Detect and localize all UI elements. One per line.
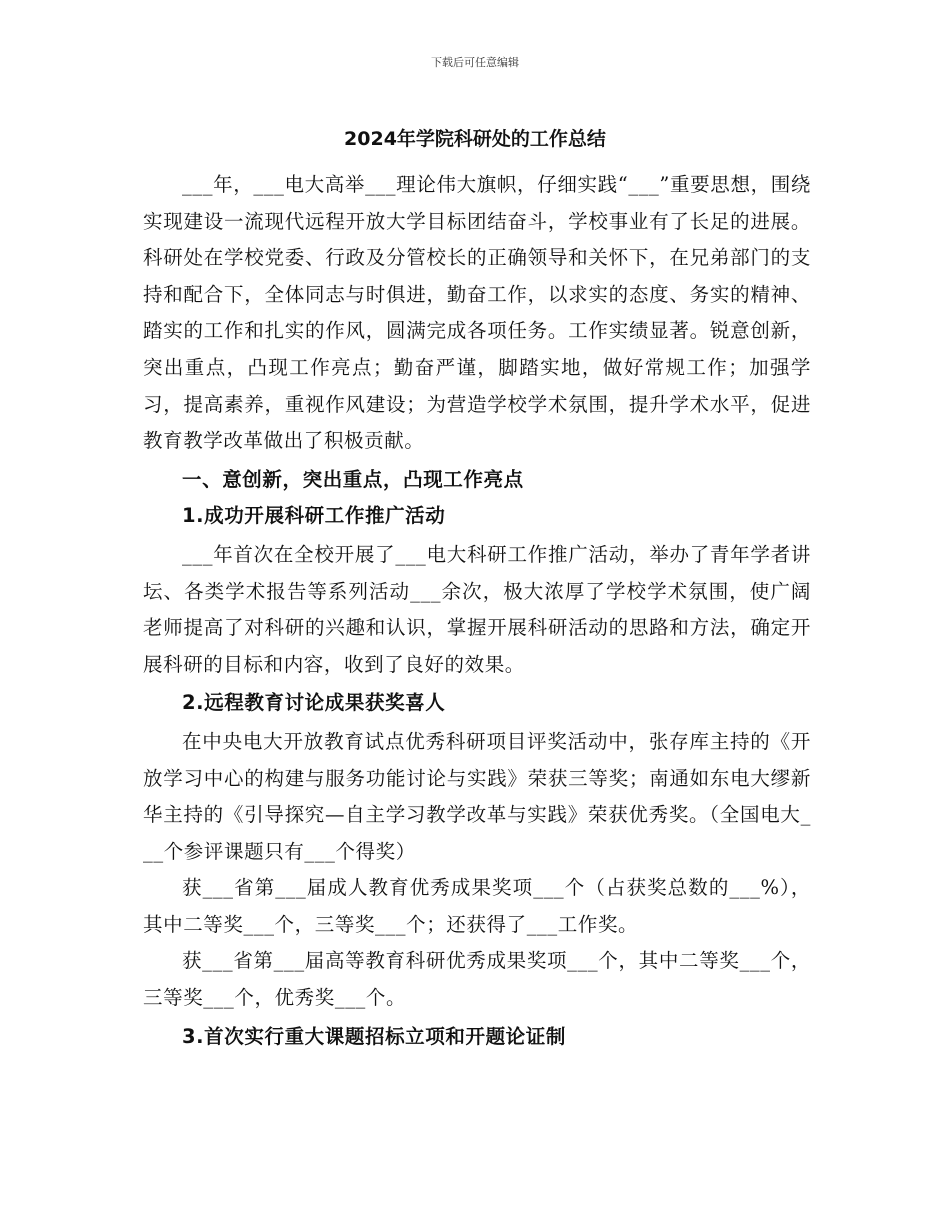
header-note: 下载后可任意编辑 bbox=[431, 56, 519, 69]
subsection-2-paragraph-3: 获___省第___届高等教育科研优秀成果奖项___个，其中二等奖___个，三等奖___个，优秀奖___个。 bbox=[143, 949, 811, 1010]
subsection-heading-2: 2.远程教育讨论成果获奖喜人 bbox=[182, 691, 446, 715]
subsection-1-paragraph: ___年首次在全校开展了___电大科研工作推广活动，举办了青年学者讲坛、各类学术报告等系列活动___余次，极大浓厚了学校学术氛围，使广阔老师提高了对科研的兴趣和认识，掌握开展科研活动的思路和方法，确定开展科研的目标和内容，收到了良好的效果。 bbox=[143, 542, 811, 676]
section-heading-1: 一、意创新，突出重点，凸现工作亮点 bbox=[182, 467, 524, 491]
subsection-heading-1: 1.成功开展科研工作推广活动 bbox=[182, 504, 446, 528]
document-body bbox=[143, 167, 811, 1057]
subsection-2-paragraph-1: 在中央电大开放教育试点优秀科研项目评奖活动中，张存库主持的《开放学习中心的构建与服务功能讨论与实践》荣获三等奖；南通如东电大缪新华主持的《引导探究—自主学习教学改革与实践》荣获优秀奖。（全国电大___个参评课题只有___个得奖） bbox=[143, 729, 811, 863]
subsection-heading-3: 3.首次实行重大课题招标立项和开题论证制 bbox=[182, 1024, 566, 1048]
document-title: 2024年学院科研处的工作总结 bbox=[344, 128, 606, 150]
subsection-2-paragraph-2: 获___省第___届成人教育优秀成果奖项___个（占获奖总数的___%），其中二等奖___个，三等奖___个；还获得了___工作奖。 bbox=[143, 876, 811, 936]
intro-paragraph: ___年，___电大高举___理论伟大旗帜，仔细实践“___”重要思想，围绕实现建设一流现代远程开放大学目标团结奋斗，学校事业有了长足的进展。科研处在学校党委、行政及分管校长的正确领导和关怀下，在兄弟部门的支持和配合下，全体同志与时俱进，勤奋工作，以求实的态度、务实的精神、踏实的工作和扎实的作风，圆满完成各项任务。工作实绩显著。锐意创新，突出重点，凸现工作亮点；勤奋严谨，脚踏实地，做好常规工作；加强学习，提高素养，重视作风建设；为营造学校学术氛围，提升学术水平，促进教育教学改革做出了积极贡献。 bbox=[143, 173, 811, 453]
